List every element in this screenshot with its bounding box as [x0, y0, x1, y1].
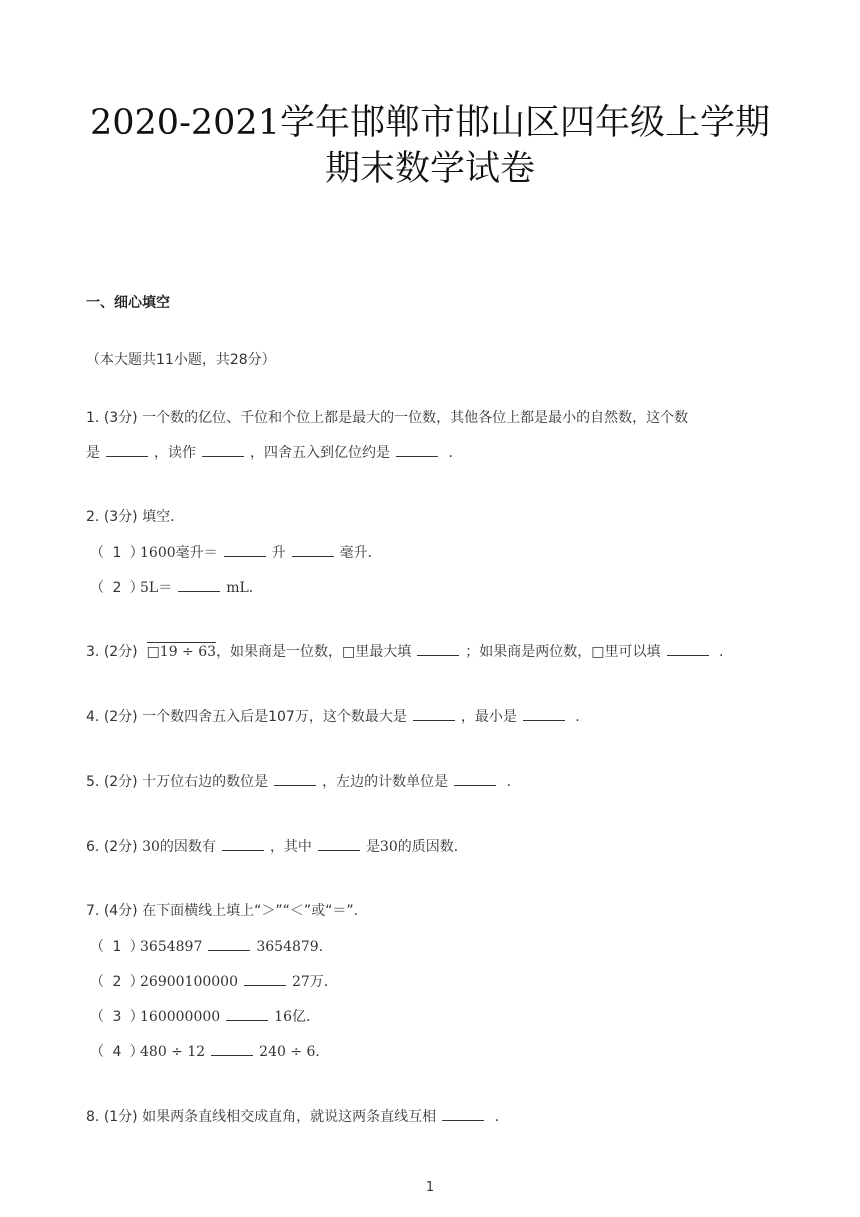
question-text: .: [506, 774, 512, 790]
answer-blank[interactable]: [454, 771, 496, 786]
question-text: ，读作: [154, 445, 196, 461]
question-text: 3654879．: [256, 939, 333, 955]
question-7-sub-2: [90, 971, 338, 992]
question-number: 4.: [86, 709, 100, 725]
question-text: 5L＝: [140, 580, 173, 596]
section-heading: 一、细心填空: [86, 295, 170, 311]
question-2-sub-2: [90, 577, 263, 598]
answer-blank[interactable]: [292, 542, 334, 557]
question-text: mL．: [226, 580, 263, 596]
title-line-2: 期末数学试卷: [324, 149, 535, 189]
answer-blank[interactable]: [523, 706, 565, 721]
sub-index: （ 1 ）: [90, 545, 146, 561]
question-score: (2分): [103, 709, 138, 725]
question-text: 是30的质因数．: [365, 839, 468, 855]
question-8: [86, 1106, 499, 1127]
question-1-line-2: [86, 442, 453, 463]
question-text: 一个数的亿位、千位和个位上都是最大的一位数，其他各位上都是最小的自然数，这个数: [142, 410, 689, 426]
answer-blank[interactable]: [106, 442, 148, 457]
question-number: 5.: [86, 774, 100, 790]
question-text: 16亿．: [274, 1009, 320, 1025]
question-text: ；如果商是两位数，□里可以填: [465, 644, 661, 660]
question-6: [86, 836, 468, 857]
question-number: 6.: [86, 839, 100, 855]
question-text: 毫升．: [339, 545, 382, 561]
sub-index: （ 2 ）: [90, 974, 146, 990]
answer-blank[interactable]: [667, 641, 709, 656]
sub-index: （ 1 ）: [90, 939, 146, 955]
question-7: [86, 901, 368, 921]
answer-blank[interactable]: [224, 542, 266, 557]
answer-blank[interactable]: [178, 577, 220, 592]
question-text: ，四舍五入到亿位约是: [250, 445, 390, 461]
question-number: 2.: [86, 509, 100, 525]
question-text: 1600毫升＝: [140, 545, 218, 561]
answer-blank[interactable]: [274, 771, 316, 786]
question-2-sub-1: [90, 542, 382, 563]
page-number: 1: [425, 1180, 435, 1195]
answer-blank[interactable]: [222, 836, 264, 851]
question-number: 1.: [86, 410, 100, 426]
question-text: ，其中: [269, 839, 312, 855]
page-title: [0, 100, 860, 192]
question-text: 是: [86, 445, 100, 461]
question-text: .: [718, 644, 724, 660]
question-text: 480 ÷ 12: [140, 1044, 206, 1060]
answer-blank[interactable]: [396, 442, 438, 457]
question-7-sub-1: [90, 936, 333, 957]
section-note: （本大题共11小题，共28分）: [86, 352, 276, 368]
answer-blank[interactable]: [244, 971, 286, 986]
question-text: 一个数四舍五入后是107万，这个数最大是: [142, 709, 407, 725]
question-number: 3.: [86, 644, 100, 660]
question-text: ，最小是: [460, 709, 517, 725]
question-score: (2分): [103, 774, 138, 790]
question-score: (3分): [103, 410, 138, 426]
answer-blank[interactable]: [417, 641, 459, 656]
question-2: [86, 507, 184, 527]
question-text: 27万．: [291, 974, 338, 990]
question-text: 240 ÷ 6．: [259, 1044, 330, 1060]
title-line-1: 2020-2021学年邯郸市邯山区四年级上学期: [90, 103, 770, 143]
question-text: ，如果商是一位数，□里最大填: [216, 644, 412, 660]
answer-blank[interactable]: [318, 836, 360, 851]
question-number: 7.: [86, 903, 100, 919]
answer-blank[interactable]: [208, 936, 250, 951]
answer-blank[interactable]: [442, 1106, 484, 1121]
sub-index: （ 3 ）: [90, 1009, 146, 1025]
question-text: 26900100000: [140, 974, 238, 990]
answer-blank[interactable]: [226, 1006, 268, 1021]
question-4: [86, 706, 580, 727]
question-score: (2分): [103, 644, 138, 660]
answer-blank[interactable]: [413, 706, 455, 721]
sub-index: （ 2 ）: [90, 580, 146, 596]
question-7-sub-3: [90, 1006, 320, 1027]
question-text: 160000000: [140, 1009, 221, 1025]
question-number: 8.: [86, 1109, 100, 1125]
division-expression: □19 ÷ 63: [146, 644, 217, 660]
question-text: ，左边的计数单位是: [322, 774, 449, 790]
question-7-sub-4: [90, 1041, 329, 1062]
question-text: 如果两条直线相交成直角，就说这两条直线互相: [142, 1109, 437, 1125]
sub-index: （ 4 ）: [90, 1044, 146, 1060]
question-5: [86, 771, 511, 792]
question-score: (4分): [103, 903, 138, 919]
question-text: 在下面横线上填上“＞”“＜”或“＝”．: [142, 903, 368, 919]
question-text: .: [575, 709, 580, 725]
question-text: .: [448, 445, 453, 461]
question-score: (2分): [103, 839, 138, 855]
question-score: (1分): [103, 1109, 138, 1125]
question-text: 升: [271, 545, 286, 561]
question-text: 30的因数有: [142, 839, 216, 855]
question-text: 填空．: [142, 509, 185, 525]
question-text: 十万位右边的数位是: [142, 774, 269, 790]
answer-blank[interactable]: [211, 1041, 253, 1056]
answer-blank[interactable]: [202, 442, 244, 457]
question-text: 3654897: [140, 939, 203, 955]
question-1-line-1: [86, 408, 688, 428]
question-text: .: [494, 1109, 500, 1125]
question-3: [86, 641, 723, 662]
question-score: (3分): [103, 509, 138, 525]
